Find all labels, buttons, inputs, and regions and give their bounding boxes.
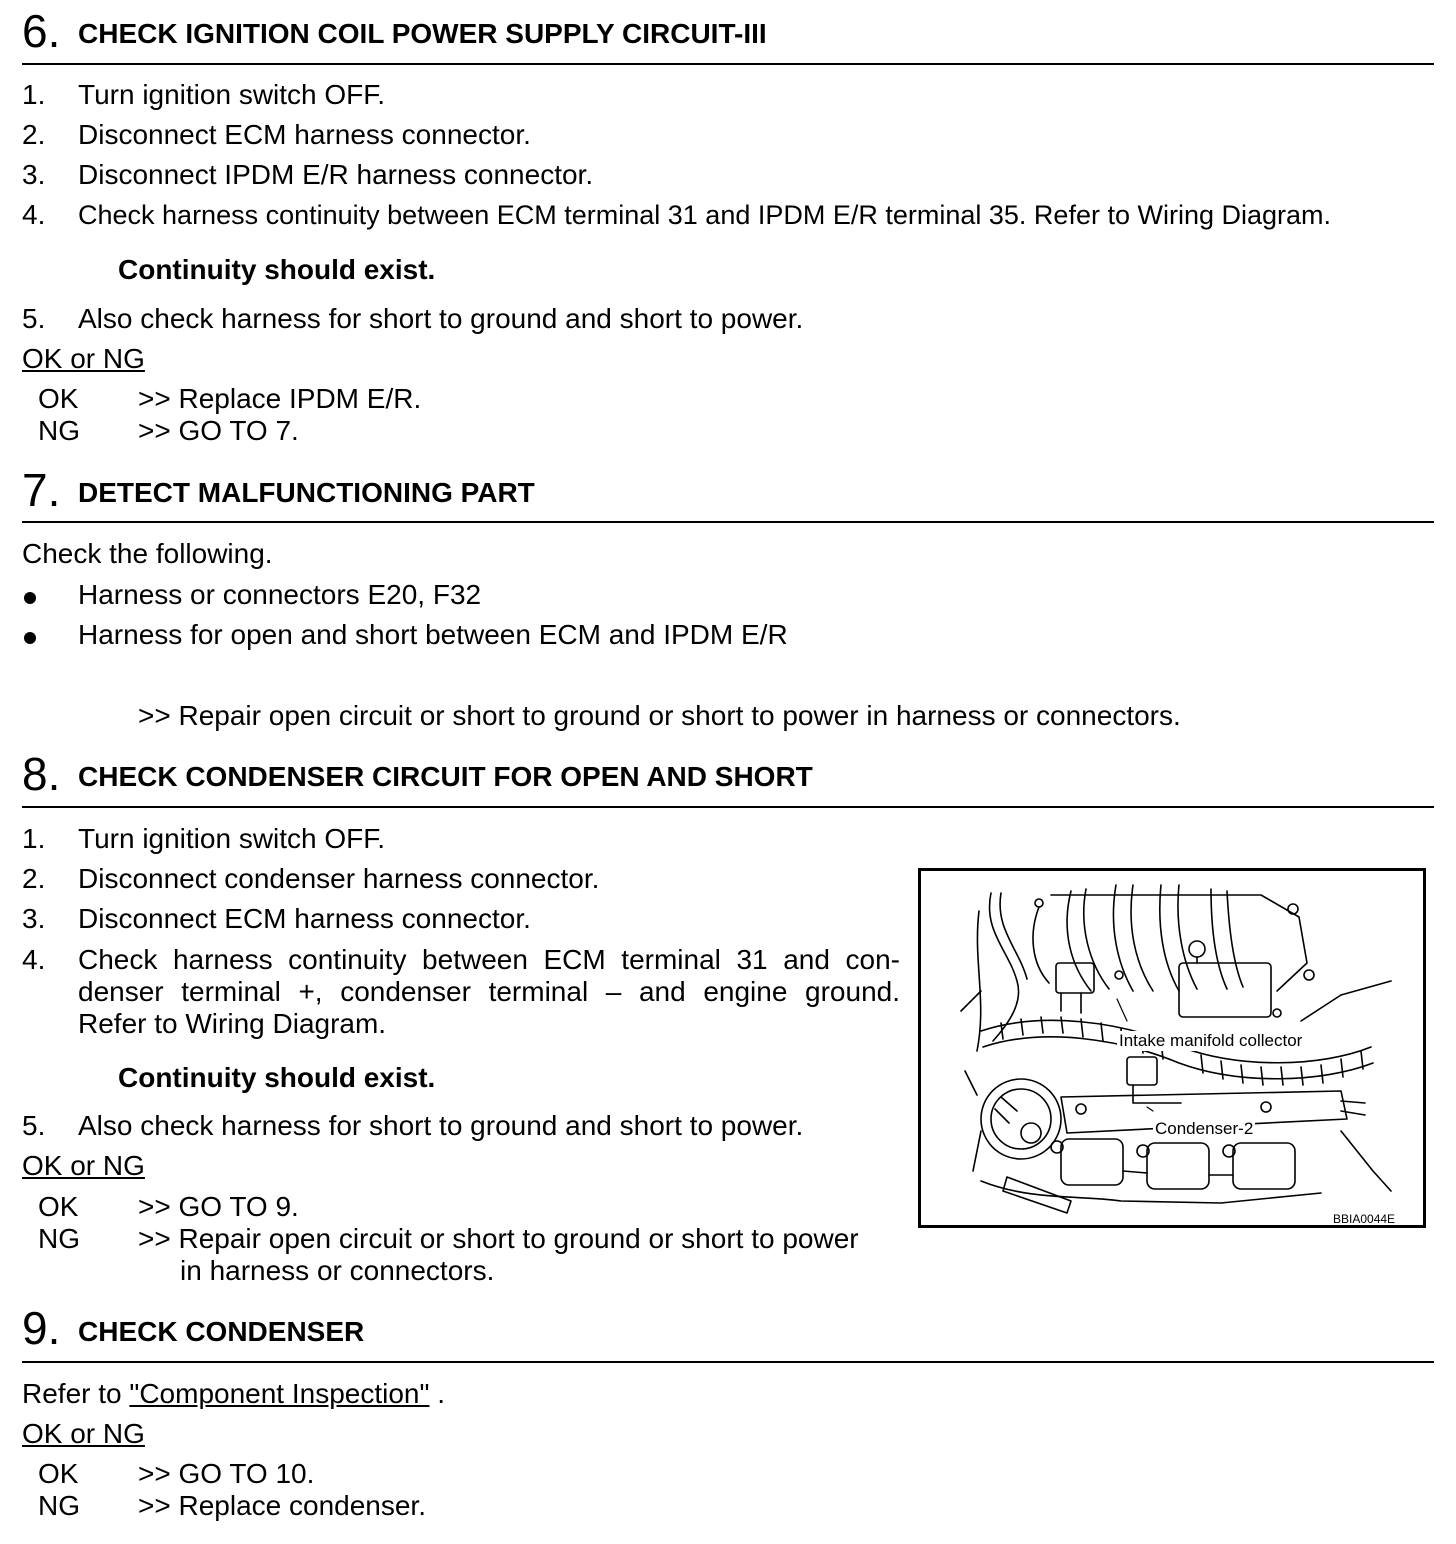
continuity-spec: Continuity should exist. — [118, 254, 436, 285]
engine-illustration — [918, 868, 1426, 1228]
result-action: >> GO TO 9. — [138, 1191, 299, 1222]
refer-to-prefix: Refer to — [22, 1378, 130, 1409]
step-text-line: Check harness continuity between ECM terminal 31 and con- — [78, 944, 900, 975]
step-text: Disconnect ECM harness connector. — [78, 903, 531, 934]
step-number: 5. — [22, 303, 46, 334]
bullet — [24, 632, 36, 644]
section-9-rule — [22, 1361, 1434, 1363]
step-text: Also check harness for short to ground and short to power. — [78, 1110, 804, 1141]
label-condenser-2: Condenser-2 — [1155, 1119, 1254, 1138]
section-6-rule — [22, 63, 1434, 65]
section-8-rule — [22, 806, 1434, 808]
ok-or-ng-heading: OK or NG — [22, 1418, 145, 1449]
step-text: Disconnect condenser harness connector. — [78, 863, 600, 894]
result-key: OK — [38, 1458, 79, 1489]
check-following-text: Check the following. — [22, 538, 273, 569]
step-text: Check harness continuity between ECM terminal 31 and IPDM E/R terminal 35. Refer to Wiring Diagram. — [78, 200, 1332, 230]
section-7-rule — [22, 521, 1434, 523]
section-8-title: CHECK CONDENSER CIRCUIT FOR OPEN AND SHORT — [78, 761, 813, 792]
result-action: >> GO TO 10. — [138, 1458, 315, 1489]
refer-to-line — [22, 1378, 445, 1410]
step-text: Turn ignition switch OFF. — [78, 823, 386, 854]
result-key: NG — [38, 1490, 80, 1521]
section-9-number: 9. — [22, 1302, 61, 1354]
section-6-number: 6. — [22, 5, 61, 57]
figure-code: BBIA0044E — [1333, 1212, 1396, 1226]
step-text: Disconnect IPDM E/R harness connector. — [78, 159, 594, 190]
section-7-number: 7. — [22, 464, 61, 516]
step-number: 1. — [22, 79, 46, 110]
result-action: >> Repair open circuit or short to ground or short to power — [138, 1223, 859, 1254]
result-action: >> Replace IPDM E/R. — [138, 383, 422, 414]
section-8-number: 8. — [22, 748, 61, 800]
result-key: OK — [38, 383, 79, 414]
component-inspection-link[interactable]: "Component Inspection" — [129, 1378, 430, 1409]
section-6-title: CHECK IGNITION COIL POWER SUPPLY CIRCUIT-III — [78, 18, 767, 49]
step-text: Turn ignition switch OFF. — [78, 79, 386, 110]
section-9-title: CHECK CONDENSER — [78, 1316, 365, 1347]
result-action: >> Replace condenser. — [138, 1490, 426, 1521]
result-action-continued: in harness or connectors. — [180, 1255, 495, 1286]
step-number: 2. — [22, 863, 46, 894]
step-number: 4. — [22, 944, 46, 975]
bullet-item: Harness for open and short between ECM and IPDM E/R — [78, 619, 788, 650]
result-key: NG — [38, 415, 80, 446]
label-intake-manifold-collector: Intake manifold collector — [1119, 1031, 1303, 1050]
repair-action: >> Repair open circuit or short to ground or short to power in harness or connectors. — [138, 700, 1181, 731]
step-number: 5. — [22, 1110, 46, 1141]
result-key: OK — [38, 1191, 79, 1222]
step-number: 2. — [22, 119, 46, 150]
ok-or-ng-heading: OK or NG — [22, 1150, 145, 1181]
result-key: NG — [38, 1223, 80, 1254]
bullet — [24, 592, 36, 604]
ok-or-ng-heading: OK or NG — [22, 343, 145, 374]
step-text: Disconnect ECM harness connector. — [78, 119, 531, 150]
step-text: Also check harness for short to ground and short to power. — [78, 303, 804, 334]
bullet-item: Harness or connectors E20, F32 — [78, 579, 482, 610]
section-7-title: DETECT MALFUNCTIONING PART — [78, 477, 535, 508]
step-number: 4. — [22, 199, 46, 230]
step-number: 3. — [22, 903, 46, 934]
step-number: 1. — [22, 823, 46, 854]
step-text-line: denser terminal +, condenser terminal – and engine ground. — [78, 976, 900, 1007]
refer-to-suffix: . — [429, 1378, 446, 1409]
step-text-line: Refer to Wiring Diagram. — [78, 1008, 387, 1039]
continuity-spec: Continuity should exist. — [118, 1062, 436, 1093]
result-action: >> GO TO 7. — [138, 415, 299, 446]
step-number: 3. — [22, 159, 46, 190]
